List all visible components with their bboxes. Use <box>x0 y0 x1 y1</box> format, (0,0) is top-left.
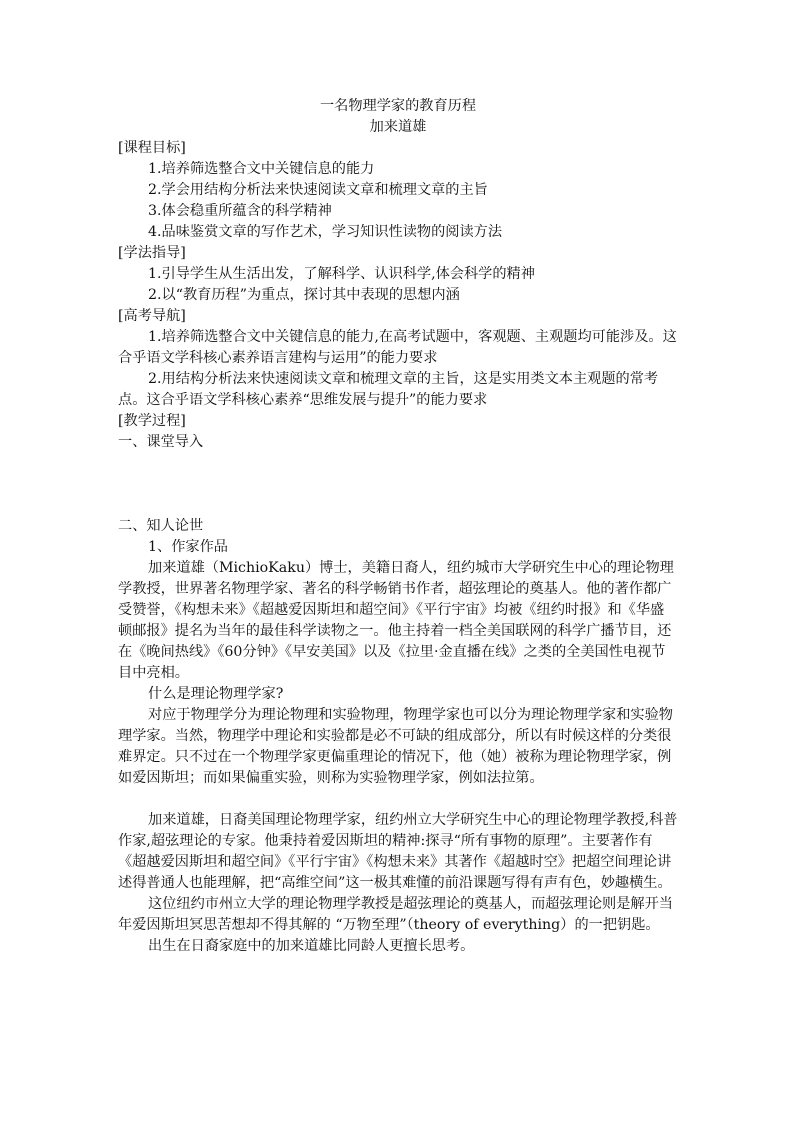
part-heading: 一、课堂导入 <box>118 434 204 450</box>
author-name: 加来道雄 <box>369 119 427 135</box>
body-paragraph: 加来道雄（MichioKaku）博士，美籍日裔人，纽约城市大学研究生中心的理论物理学教授，世界著名物理学家、著名的科学畅销书作者，超弦理论的奠基人。他的著作都广受赞誉，《构想未来》《超越爱因斯坦和超空间》《平行宇宙》均被《纽约时报》和《华盛顿邮报》提名为当年的最佳科学读物之一。他主持着一档全美国联网的科学广播节目，还在《晚间热线》《60分钟》《早安美国》以及《拉里·金直播在线》之类的全美国性电视节目中亮相。 <box>118 560 674 681</box>
document-page <box>118 96 678 957</box>
subsection-heading: 1、作家作品 <box>148 539 228 555</box>
guide-item: 1.引导学生从生活出发，了解科学、认识科学,体会科学的精神 <box>148 266 535 282</box>
blank-space <box>118 453 678 516</box>
exam-item: 1.培养筛选整合文中关键信息的能力,在高考试题中，客观题、主观题均可能涉及。这合乎语文学科核心素养语言建构与运用”的能力要求 <box>118 329 677 366</box>
goal-item: 2.学会用结构分析法来快速阅读文章和梳理文章的主旨 <box>148 182 488 198</box>
body-paragraph: 出生在日裔家庭中的加来道雄比同龄人更擅长思考。 <box>148 938 475 954</box>
body-paragraph: 对应于物理学分为理论物理和实验物理，物理学家也可以分为理论物理学家和实验物理学家。当然，物理学中理论和实验都是必不可缺的组成部分，所以有时候这样的分类很难界定。只不过在一个物理学家更偏重理论的情况下，他（她）被称为理论物理学家，例如爱因斯坦；而如果偏重实验，则称为实验物理学家，例如法拉第。 <box>118 707 673 786</box>
blank-line <box>118 789 678 810</box>
exam-heading: [高考导航] <box>118 308 186 324</box>
body-paragraph: 什么是理论物理学家? <box>148 686 284 702</box>
process-heading: [教学过程] <box>118 413 186 429</box>
goal-item: 4.品味鉴赏文章的写作艺术，学习知识性读物的阅读方法 <box>148 224 503 240</box>
goal-item: 3.体会稳重所蕴含的科学精神 <box>148 203 332 219</box>
guide-item: 2.以“教育历程”为重点，探讨其中表现的思想内涵 <box>148 287 460 303</box>
part-heading: 二、知人论世 <box>118 518 204 534</box>
document-title: 一名物理学家的教育历程 <box>319 98 477 114</box>
body-paragraph: 加来道雄，日裔美国理论物理学家，纽约州立大学研究生中心的理论物理学教授,科普作家,超弦理论的专家。他秉持着爱因斯坦的精神:探寻“所有事物的原理”。主要著作有《超越爱因斯坦和超空间》《平行宇宙》《构想未来》其著作《超越时空》把超空间理论讲述得普通人也能理解，把“高维空间”这一极其难懂的前沿课题写得有声有色，妙趣横生。 <box>118 812 678 891</box>
exam-item: 2.用结构分析法来快速阅读文章和梳理文章的主旨，这是实用类文本主观题的常考点。这合乎语文学科核心素养“思维发展与提升”的能力要求 <box>118 371 659 408</box>
guide-heading: [学法指导] <box>118 245 186 261</box>
goals-heading: [课程目标] <box>118 140 186 156</box>
body-paragraph: 这位纽约市州立大学的理论物理学教授是超弦理论的奠基人，而超弦理论则是解开当年爱因斯坦冥思苦想却不得其解的 “万物至理”（theory of everything）的一把钥匙。 <box>118 896 673 933</box>
goal-item: 1.培养筛选整合文中关键信息的能力 <box>148 161 375 177</box>
